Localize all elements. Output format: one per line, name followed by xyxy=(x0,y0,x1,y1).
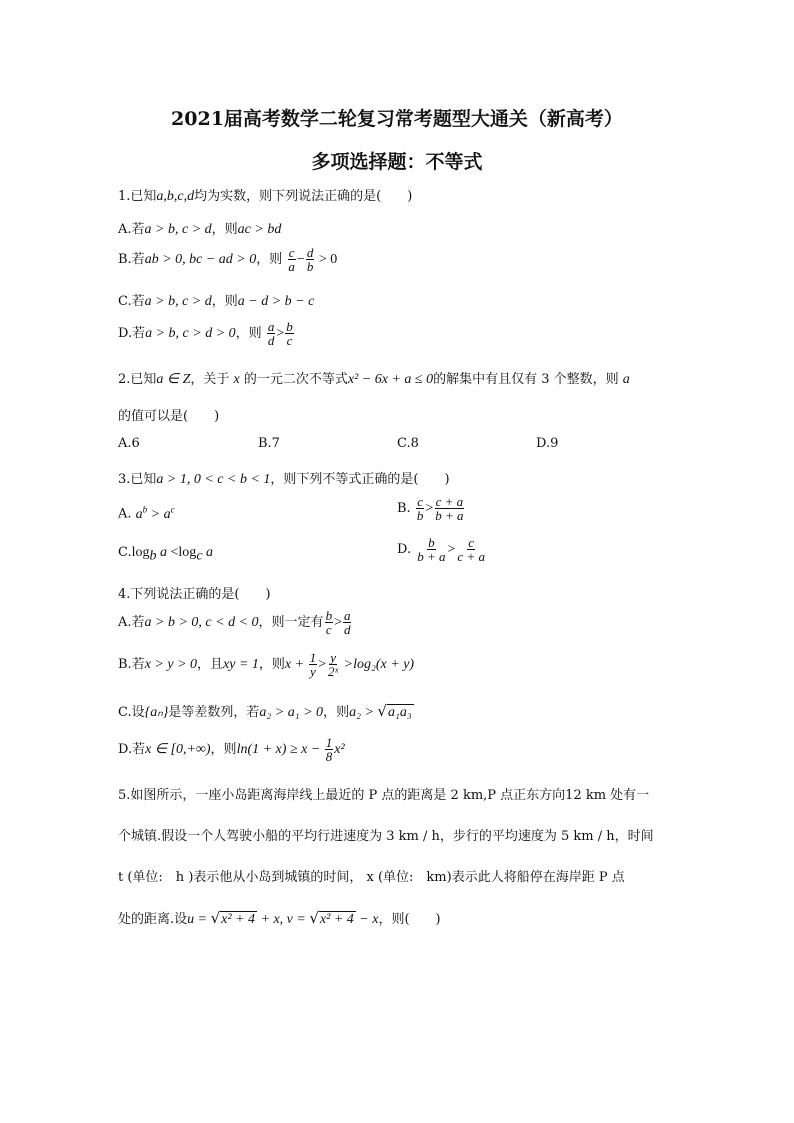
q1-b-frac2 xyxy=(306,246,315,273)
q4-d-frac xyxy=(325,736,334,763)
q1-a-cond: a > b, c > d xyxy=(144,222,212,237)
q4-c-label: C.设 xyxy=(118,705,145,720)
q2-stem-x: x xyxy=(233,372,240,387)
q4-b-frac1 xyxy=(309,651,318,678)
document-subtitle: 多项选择题：不等式 xyxy=(311,151,483,173)
q3-option-b: B. $\frac{c}{b}$ > $\frac{c + a}{b + a}$ xyxy=(397,494,464,523)
q4-c-mid: 是等差数列，若 xyxy=(168,705,260,720)
q1-d-cond: a > b, c > d > 0 xyxy=(145,326,236,341)
q1-b-mid: ，则 xyxy=(256,252,283,267)
q4-d-res-pre: ln(1 + x) ≥ x − xyxy=(236,742,324,757)
q4-option-c xyxy=(118,701,414,721)
q4-d-mid: ，则 xyxy=(210,742,237,757)
q5-line4-tail: − x xyxy=(355,912,379,927)
q4-b-f1n: 1 xyxy=(309,650,317,665)
q1-d-f2d: c xyxy=(286,333,293,348)
q3-c-label: C. xyxy=(118,545,132,560)
q4-b-label: B.若 xyxy=(118,657,145,672)
q4-option-b: B.若x > y > 0，且xy = 1，则x + $\frac{1}{y}$ > $\frac{y}{\text{2ˣ}}$ >log₂(x + y) xyxy=(118,650,415,679)
q3-stem xyxy=(118,468,450,488)
q1-option-d: D.若a > b, c > d > 0，则 $\frac{a}{d}$ > $\frac{b}{c}$ xyxy=(118,319,293,348)
q1-stem-post: 均为实数，则下列说法正确的是( ) xyxy=(194,189,413,204)
q3-stem-cond: a > 1, 0 < c < b < 1 xyxy=(156,472,271,487)
q2-stem-mid2: 的一元二次不等式 xyxy=(239,372,348,387)
q1-b-f2n: d xyxy=(306,245,314,260)
q2-stem-line2: 的值可以是( ) xyxy=(118,409,220,424)
q1-b-f1d: a xyxy=(288,259,295,274)
q1-b-label: B.若 xyxy=(118,252,145,267)
q4-option-a: A.若a > b > 0, c < d < 0，则一定有 $\frac{b}{c}$ > $\frac{a}{d}$ xyxy=(118,608,351,637)
q5-line4-root2: x² + 4 xyxy=(319,912,354,927)
q1-d-f1n: a xyxy=(267,319,275,334)
q1-d-label: D.若 xyxy=(118,326,146,341)
q4-b-mid: ，且 xyxy=(197,657,224,672)
q5-line1: 5.如图所示，一座小岛距离海岸线上最近的 P 点的距离是 2 km,P 点正东方向12 km 处有一 xyxy=(118,788,650,803)
q3-b-f2d: b + a xyxy=(435,508,464,523)
q3-stem-post: ，则下列不等式正确的是( ) xyxy=(270,472,450,487)
q4-option-d xyxy=(118,736,345,763)
q4-b-cond: x > y > 0 xyxy=(144,657,198,672)
q1-a-label: A.若 xyxy=(118,222,145,237)
q4-a-mid: ，则一定有 xyxy=(258,615,324,630)
q2-stem-pre: 2.已知 xyxy=(118,372,157,387)
q2-stem-post: 的解集中有且仅有 3 个整数，则 xyxy=(433,372,623,387)
q3-b-label: B. xyxy=(397,501,415,516)
q5-line4-post: ，则( ) xyxy=(378,912,441,927)
q2-stem-cond: a ∈ Z xyxy=(156,372,191,387)
q5-line4-u: u = xyxy=(187,912,211,927)
q4-c-res-root: a₁a₃ xyxy=(387,705,412,720)
q5-line4-pre: 处的距离.设 xyxy=(118,912,188,927)
q4-a-frac1 xyxy=(325,609,334,636)
q5-line4 xyxy=(118,908,441,928)
q4-d-label: D.若 xyxy=(118,742,146,757)
q1-c-cond: a > b, c > d xyxy=(144,294,212,309)
q1-b-cond: ab > 0, bc − ad > 0 xyxy=(144,252,257,267)
q2-option-a: A.6 xyxy=(118,436,140,451)
q2-stem xyxy=(118,368,630,388)
q1-stem xyxy=(118,185,412,205)
q3-d-f2n: c xyxy=(468,535,475,550)
q1-b-f2d: b xyxy=(306,259,314,274)
q4-d-cond: x ∈ [0,+∞) xyxy=(145,742,211,757)
q1-b-frac1 xyxy=(287,246,296,273)
q4-b-cond2: xy = 1 xyxy=(223,657,259,672)
q4-d-fn: 1 xyxy=(325,735,333,750)
q4-stem: 4.下列说法正确的是( ) xyxy=(118,587,271,602)
q4-b-f1d: y xyxy=(309,664,316,679)
q2-stem-a: a xyxy=(622,372,630,387)
q4-a-f1d: c xyxy=(325,622,332,637)
q5-radical-1: √ xyxy=(210,909,221,927)
q3-a-label: A. xyxy=(118,506,136,522)
q1-option-c xyxy=(118,290,314,310)
q4-c-cond: a₂ > a₁ > 0 xyxy=(259,705,324,720)
q1-b-f1n: c xyxy=(288,245,295,260)
q1-stem-pre: 1.已知 xyxy=(118,189,157,204)
q4-d-res-post: x² xyxy=(334,742,345,757)
q3-b-frac2 xyxy=(434,495,464,522)
q5-line4-root1: x² + 4 xyxy=(221,912,256,927)
q3-d-frac1 xyxy=(416,536,446,563)
q2-option-c: C.8 xyxy=(397,436,419,451)
q4-a-label: A.若 xyxy=(118,615,145,630)
q1-a-res: ac > bd xyxy=(237,222,282,237)
q4-b-frac2 xyxy=(327,651,339,678)
q3-d-f1d: b + a xyxy=(417,549,446,564)
q4-c-seq: {aₙ} xyxy=(144,705,169,720)
q4-b-f2n: y xyxy=(330,650,336,665)
q3-b-f1n: c xyxy=(417,494,423,509)
q5-line4-mid: + x, v = xyxy=(257,912,310,927)
q3-option-a: A. $a^b > a^c$ xyxy=(118,504,175,522)
q1-option-b: B.若ab > 0, bc − ad > 0，则 $\frac{c}{a}$ − $\frac{d}{b}$ > 0 xyxy=(118,245,338,274)
q4-c-res-pre: a₂ > xyxy=(349,705,378,720)
q1-a-mid: ，则 xyxy=(211,222,238,237)
q4-a-f2n: a xyxy=(343,608,351,623)
q1-c-mid: ，则 xyxy=(211,294,238,309)
q1-c-res: a − d > b − c xyxy=(237,294,315,309)
q3-d-frac2 xyxy=(456,536,486,563)
q2-option-d: D.9 xyxy=(536,436,559,451)
q1-d-frac2 xyxy=(285,320,294,347)
q4-b-mid2: ，则 xyxy=(258,657,285,672)
q1-stem-vars: a,b,c,d xyxy=(156,189,195,204)
q2-option-b: B.7 xyxy=(258,436,280,451)
q1-d-f2n: b xyxy=(286,319,293,334)
q4-a-frac2 xyxy=(343,609,352,636)
q3-option-c: $C.\log_b$ $a <\log_c$ a xyxy=(118,545,214,564)
q4-c-radical: √ xyxy=(377,702,387,720)
q3-d-f2d: c + a xyxy=(457,549,485,564)
q4-d-fd: 8 xyxy=(325,749,333,764)
q3-d-label: D. xyxy=(397,542,416,557)
q2-stem-mid1: ，关于 xyxy=(190,372,234,387)
q2-stem-ineq: x² − 6x + a ≤ 0 xyxy=(347,372,434,387)
q4-c-mid2: ，则 xyxy=(323,705,350,720)
q5-line2: 个城镇.假设一个人驾驶小船的平均行进速度为 3 km / h，步行的平均速度为 5 km / h，时间 xyxy=(118,829,654,844)
q3-b-frac1 xyxy=(416,495,425,522)
q3-d-f1n: b xyxy=(428,535,435,550)
q4-b-f2d: 2ˣ xyxy=(328,664,339,679)
q5-line3: t (单位: h )表示他从小岛到城镇的时间， x (单位: km)表示此人将船停在海岸距 P 点 xyxy=(118,870,625,885)
q1-c-label: C.若 xyxy=(118,294,145,309)
q1-b-tail: > 0 xyxy=(315,252,338,267)
q4-b-tail: >log₂(x + y) xyxy=(340,657,415,672)
q1-d-frac1 xyxy=(267,320,276,347)
q4-a-cond: a > b > 0, c < d < 0 xyxy=(144,615,259,630)
document-title: 2021届高考数学二轮复习常考题型大通关（新高考） xyxy=(171,108,623,130)
q3-b-f2n: c + a xyxy=(435,494,464,509)
q3-stem-pre: 3.已知 xyxy=(118,472,157,487)
q4-b-x: x + xyxy=(284,657,308,672)
q1-d-f1d: d xyxy=(267,333,275,348)
q1-option-a xyxy=(118,218,281,238)
q4-a-f2d: d xyxy=(343,622,351,637)
q5-radical-2: √ xyxy=(309,909,319,927)
q1-d-mid: ，则 xyxy=(235,326,262,341)
q4-a-f1n: b xyxy=(325,608,333,623)
q3-b-f1d: b xyxy=(416,508,424,523)
q3-option-d: D. $\frac{b}{b + a}$ > $\frac{c}{c + a}$ xyxy=(397,535,485,564)
